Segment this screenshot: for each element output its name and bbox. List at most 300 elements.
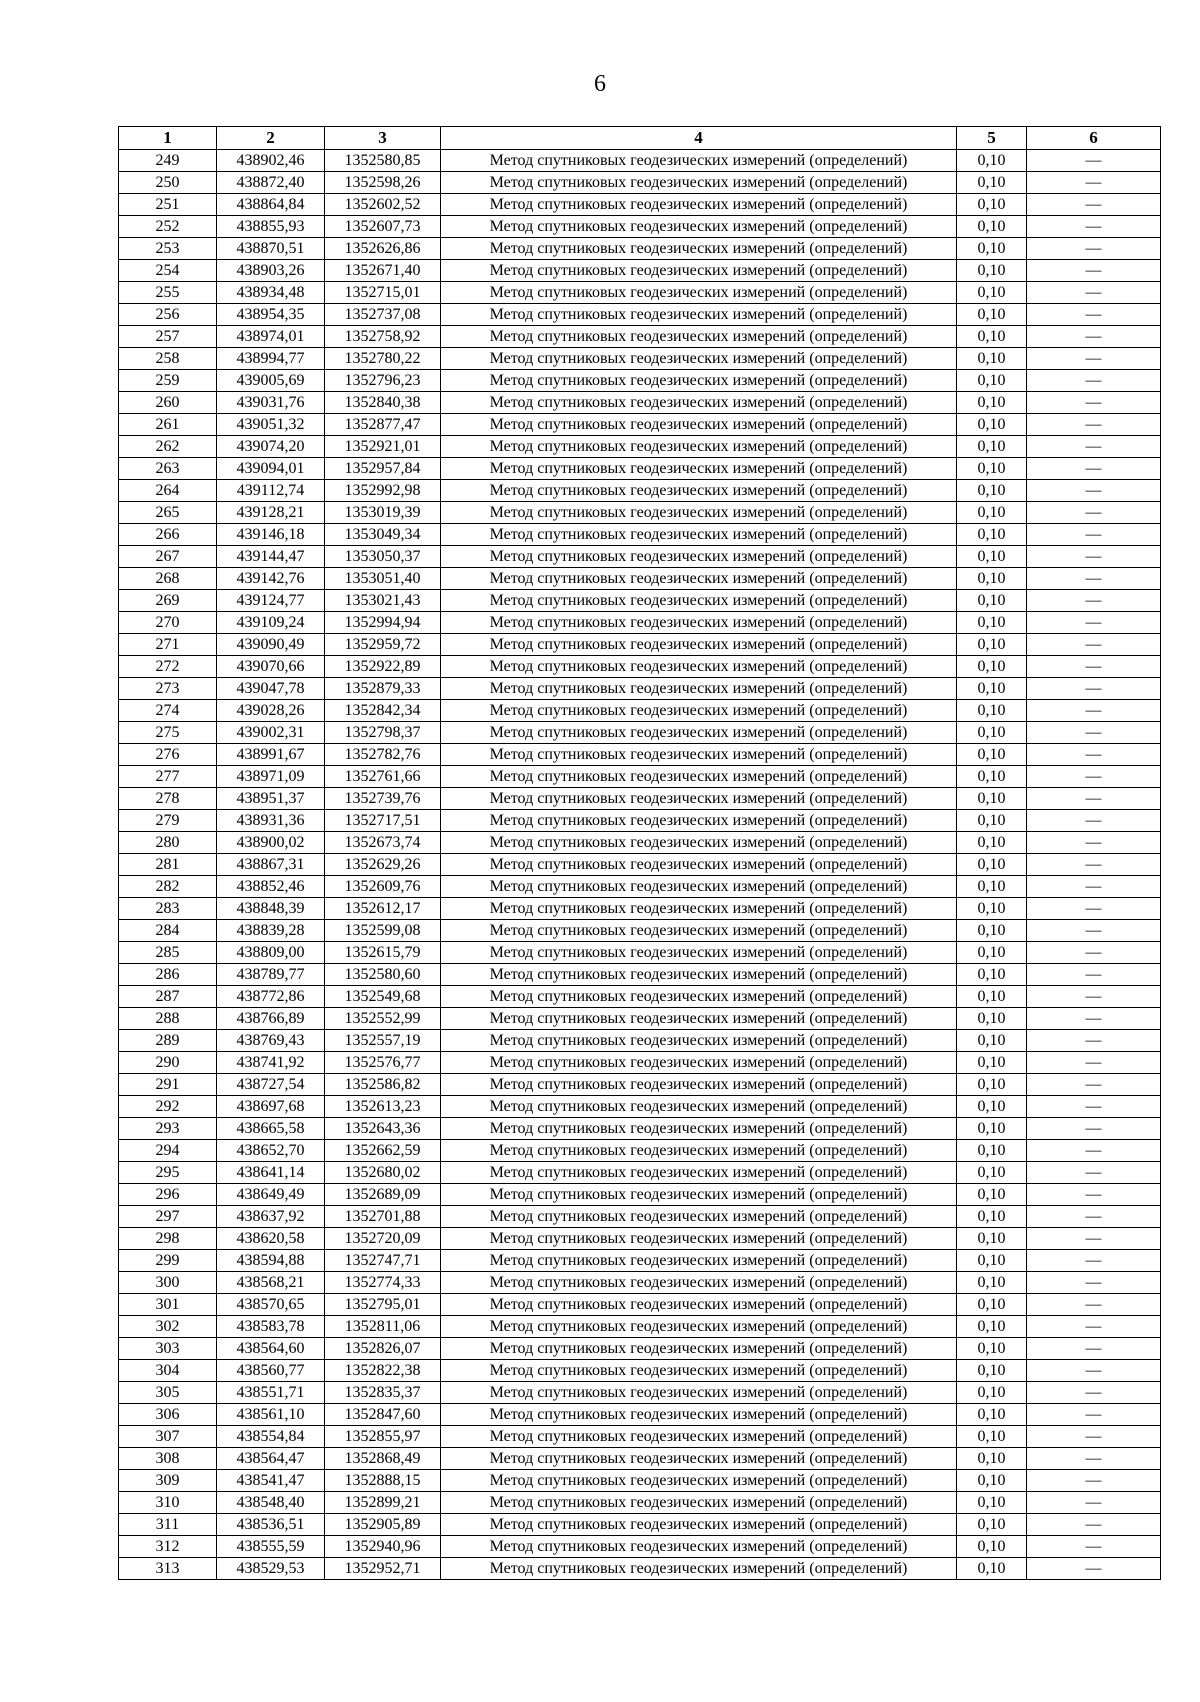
coord-y: 1352615,79 — [325, 942, 441, 964]
method: Метод спутниковых геодезических измерений (определений) — [441, 1558, 957, 1580]
coord-x: 438900,02 — [217, 832, 325, 854]
table-row — [119, 1052, 1161, 1074]
point-number: 255 — [119, 282, 217, 304]
coord-y: 1352835,37 — [325, 1382, 441, 1404]
method: Метод спутниковых геодезических измерений (определений) — [441, 1316, 957, 1338]
point-number: 303 — [119, 1338, 217, 1360]
description: — — [1027, 172, 1161, 194]
coord-x: 438564,47 — [217, 1448, 325, 1470]
table-row — [119, 722, 1161, 744]
precision: 0,10 — [957, 964, 1027, 986]
precision: 0,10 — [957, 722, 1027, 744]
description: — — [1027, 480, 1161, 502]
description: — — [1027, 436, 1161, 458]
coord-x: 438560,77 — [217, 1360, 325, 1382]
method: Метод спутниковых геодезических измерений (определений) — [441, 1470, 957, 1492]
coord-y: 1352959,72 — [325, 634, 441, 656]
method: Метод спутниковых геодезических измерений (определений) — [441, 1118, 957, 1140]
precision: 0,10 — [957, 260, 1027, 282]
table-row — [119, 436, 1161, 458]
coord-x: 438551,71 — [217, 1382, 325, 1404]
precision: 0,10 — [957, 282, 1027, 304]
precision: 0,10 — [957, 612, 1027, 634]
point-number: 306 — [119, 1404, 217, 1426]
precision: 0,10 — [957, 1426, 1027, 1448]
method: Метод спутниковых геодезических измерений (определений) — [441, 744, 957, 766]
method: Метод спутниковых геодезических измерений (определений) — [441, 1184, 957, 1206]
coord-y: 1352580,60 — [325, 964, 441, 986]
point-number: 288 — [119, 1008, 217, 1030]
coord-x: 438789,77 — [217, 964, 325, 986]
coord-y: 1352957,84 — [325, 458, 441, 480]
point-number: 283 — [119, 898, 217, 920]
description: — — [1027, 392, 1161, 414]
precision: 0,10 — [957, 1382, 1027, 1404]
method: Метод спутниковых геодезических измерений (определений) — [441, 678, 957, 700]
point-number: 262 — [119, 436, 217, 458]
table-row — [119, 216, 1161, 238]
table-row — [119, 612, 1161, 634]
coord-y: 1352609,76 — [325, 876, 441, 898]
precision: 0,10 — [957, 546, 1027, 568]
coord-x: 438991,67 — [217, 744, 325, 766]
description: — — [1027, 1074, 1161, 1096]
method: Метод спутниковых геодезических измерений (определений) — [441, 810, 957, 832]
table-row — [119, 1162, 1161, 1184]
point-number: 313 — [119, 1558, 217, 1580]
table-row — [119, 150, 1161, 172]
point-number: 290 — [119, 1052, 217, 1074]
precision: 0,10 — [957, 1448, 1027, 1470]
method: Метод спутниковых геодезических измерений (определений) — [441, 634, 957, 656]
table-row — [119, 744, 1161, 766]
point-number: 312 — [119, 1536, 217, 1558]
coord-x: 439144,47 — [217, 546, 325, 568]
coord-y: 1352879,33 — [325, 678, 441, 700]
coord-x: 438555,59 — [217, 1536, 325, 1558]
table-row — [119, 1074, 1161, 1096]
table-row — [119, 546, 1161, 568]
precision: 0,10 — [957, 1294, 1027, 1316]
coord-x: 438529,53 — [217, 1558, 325, 1580]
precision: 0,10 — [957, 348, 1027, 370]
point-number: 284 — [119, 920, 217, 942]
page-number: 6 — [594, 71, 606, 97]
coord-x: 438641,14 — [217, 1162, 325, 1184]
description: — — [1027, 1316, 1161, 1338]
method: Метод спутниковых геодезических измерений (определений) — [441, 1448, 957, 1470]
coord-y: 1352899,21 — [325, 1492, 441, 1514]
table-row — [119, 238, 1161, 260]
point-number: 278 — [119, 788, 217, 810]
point-number: 280 — [119, 832, 217, 854]
coord-y: 1352994,94 — [325, 612, 441, 634]
coord-x: 438727,54 — [217, 1074, 325, 1096]
table-row — [119, 1118, 1161, 1140]
coord-y: 1352557,19 — [325, 1030, 441, 1052]
coord-y: 1352662,59 — [325, 1140, 441, 1162]
method: Метод спутниковых геодезических измерений (определений) — [441, 1294, 957, 1316]
method: Метод спутниковых геодезических измерений (определений) — [441, 458, 957, 480]
coord-x: 438583,78 — [217, 1316, 325, 1338]
point-number: 294 — [119, 1140, 217, 1162]
point-number: 301 — [119, 1294, 217, 1316]
precision: 0,10 — [957, 1360, 1027, 1382]
point-number: 274 — [119, 700, 217, 722]
coord-x: 438697,68 — [217, 1096, 325, 1118]
coord-x: 439002,31 — [217, 722, 325, 744]
description: — — [1027, 1030, 1161, 1052]
coord-y: 1352747,71 — [325, 1250, 441, 1272]
description: — — [1027, 1008, 1161, 1030]
precision: 0,10 — [957, 238, 1027, 260]
description: — — [1027, 238, 1161, 260]
description: — — [1027, 1140, 1161, 1162]
table-row — [119, 1228, 1161, 1250]
description: — — [1027, 524, 1161, 546]
description: — — [1027, 590, 1161, 612]
description: — — [1027, 876, 1161, 898]
coord-y: 1352717,51 — [325, 810, 441, 832]
coord-y: 1352992,98 — [325, 480, 441, 502]
coord-x: 438620,58 — [217, 1228, 325, 1250]
table-row — [119, 656, 1161, 678]
coord-y: 1353051,40 — [325, 568, 441, 590]
point-number: 264 — [119, 480, 217, 502]
method: Метод спутниковых геодезических измерений (определений) — [441, 480, 957, 502]
method: Метод спутниковых геодезических измерений (определений) — [441, 1228, 957, 1250]
coord-y: 1352774,33 — [325, 1272, 441, 1294]
method: Метод спутниковых геодезических измерений (определений) — [441, 942, 957, 964]
description: — — [1027, 1118, 1161, 1140]
coord-x: 438855,93 — [217, 216, 325, 238]
table-row — [119, 348, 1161, 370]
method: Метод спутниковых геодезических измерений (определений) — [441, 1492, 957, 1514]
precision: 0,10 — [957, 1536, 1027, 1558]
table-row — [119, 1140, 1161, 1162]
point-number: 277 — [119, 766, 217, 788]
point-number: 259 — [119, 370, 217, 392]
coord-y: 1352811,06 — [325, 1316, 441, 1338]
coord-x: 438994,77 — [217, 348, 325, 370]
point-number: 305 — [119, 1382, 217, 1404]
point-number: 273 — [119, 678, 217, 700]
precision: 0,10 — [957, 832, 1027, 854]
coord-y: 1352671,40 — [325, 260, 441, 282]
table-row — [119, 1030, 1161, 1052]
description: — — [1027, 414, 1161, 436]
method: Метод спутниковых геодезических измерений (определений) — [441, 898, 957, 920]
description: — — [1027, 1206, 1161, 1228]
coord-y: 1353050,37 — [325, 546, 441, 568]
coord-x: 438570,65 — [217, 1294, 325, 1316]
point-number: 311 — [119, 1514, 217, 1536]
method: Метод спутниковых геодезических измерений (определений) — [441, 348, 957, 370]
method: Метод спутниковых геодезических измерений (определений) — [441, 832, 957, 854]
description: — — [1027, 1448, 1161, 1470]
table-row — [119, 898, 1161, 920]
coord-y: 1352629,26 — [325, 854, 441, 876]
description: — — [1027, 1426, 1161, 1448]
coord-x: 439028,26 — [217, 700, 325, 722]
description: — — [1027, 942, 1161, 964]
coord-y: 1352576,77 — [325, 1052, 441, 1074]
table-row — [119, 172, 1161, 194]
table-row — [119, 700, 1161, 722]
table-row — [119, 1184, 1161, 1206]
coord-x: 438772,86 — [217, 986, 325, 1008]
coord-x: 438864,84 — [217, 194, 325, 216]
method: Метод спутниковых геодезических измерений (определений) — [441, 238, 957, 260]
coord-y: 1352877,47 — [325, 414, 441, 436]
precision: 0,10 — [957, 678, 1027, 700]
coord-y: 1353021,43 — [325, 590, 441, 612]
point-number: 281 — [119, 854, 217, 876]
point-number: 275 — [119, 722, 217, 744]
point-number: 299 — [119, 1250, 217, 1272]
table-row — [119, 1536, 1161, 1558]
description: — — [1027, 766, 1161, 788]
coord-y: 1352782,76 — [325, 744, 441, 766]
description: — — [1027, 788, 1161, 810]
coord-x: 438852,46 — [217, 876, 325, 898]
description: — — [1027, 1272, 1161, 1294]
coord-y: 1352847,60 — [325, 1404, 441, 1426]
coord-x: 438637,92 — [217, 1206, 325, 1228]
method: Метод спутниковых геодезических измерений (определений) — [441, 1360, 957, 1382]
table-row — [119, 1294, 1161, 1316]
coord-x: 439112,74 — [217, 480, 325, 502]
method: Метод спутниковых геодезических измерений (определений) — [441, 216, 957, 238]
method: Метод спутниковых геодезических измерений (определений) — [441, 304, 957, 326]
coord-x: 438561,10 — [217, 1404, 325, 1426]
table-row — [119, 392, 1161, 414]
coord-y: 1352586,82 — [325, 1074, 441, 1096]
coord-x: 438536,51 — [217, 1514, 325, 1536]
coord-y: 1352921,01 — [325, 436, 441, 458]
precision: 0,10 — [957, 1030, 1027, 1052]
table-row — [119, 678, 1161, 700]
method: Метод спутниковых геодезических измерений (определений) — [441, 546, 957, 568]
precision: 0,10 — [957, 656, 1027, 678]
precision: 0,10 — [957, 370, 1027, 392]
coord-x: 439142,76 — [217, 568, 325, 590]
description: — — [1027, 1514, 1161, 1536]
point-number: 270 — [119, 612, 217, 634]
coord-y: 1352737,08 — [325, 304, 441, 326]
point-number: 307 — [119, 1426, 217, 1448]
precision: 0,10 — [957, 788, 1027, 810]
coord-x: 438548,40 — [217, 1492, 325, 1514]
coord-y: 1352888,15 — [325, 1470, 441, 1492]
method: Метод спутниковых геодезических измерений (определений) — [441, 326, 957, 348]
table-row — [119, 1316, 1161, 1338]
coord-x: 439124,77 — [217, 590, 325, 612]
precision: 0,10 — [957, 1096, 1027, 1118]
table-row — [119, 458, 1161, 480]
table-row — [119, 1338, 1161, 1360]
table-row — [119, 942, 1161, 964]
table-row — [119, 1360, 1161, 1382]
precision: 0,10 — [957, 458, 1027, 480]
precision: 0,10 — [957, 942, 1027, 964]
description: — — [1027, 304, 1161, 326]
header-col-2: 2 — [217, 127, 325, 150]
precision: 0,10 — [957, 524, 1027, 546]
method: Метод спутниковых геодезических измерений (определений) — [441, 1272, 957, 1294]
table-row — [119, 1492, 1161, 1514]
precision: 0,10 — [957, 1118, 1027, 1140]
point-number: 249 — [119, 150, 217, 172]
table-header — [119, 127, 1161, 150]
description: — — [1027, 1096, 1161, 1118]
coord-x: 438769,43 — [217, 1030, 325, 1052]
point-number: 279 — [119, 810, 217, 832]
precision: 0,10 — [957, 898, 1027, 920]
precision: 0,10 — [957, 744, 1027, 766]
coord-y: 1352626,86 — [325, 238, 441, 260]
precision: 0,10 — [957, 480, 1027, 502]
coord-x: 438867,31 — [217, 854, 325, 876]
coord-x: 438870,51 — [217, 238, 325, 260]
coord-y: 1352761,66 — [325, 766, 441, 788]
method: Метод спутниковых геодезических измерений (определений) — [441, 1140, 957, 1162]
method: Метод спутниковых геодезических измерений (определений) — [441, 524, 957, 546]
description: — — [1027, 260, 1161, 282]
method: Метод спутниковых геодезических измерений (определений) — [441, 370, 957, 392]
point-number: 295 — [119, 1162, 217, 1184]
table-row — [119, 876, 1161, 898]
precision: 0,10 — [957, 436, 1027, 458]
table-row — [119, 282, 1161, 304]
precision: 0,10 — [957, 1316, 1027, 1338]
description: — — [1027, 326, 1161, 348]
precision: 0,10 — [957, 414, 1027, 436]
table-row — [119, 1426, 1161, 1448]
precision: 0,10 — [957, 304, 1027, 326]
method: Метод спутниковых геодезических измерений (определений) — [441, 920, 957, 942]
table-row — [119, 634, 1161, 656]
coord-y: 1352842,34 — [325, 700, 441, 722]
coord-x: 439128,21 — [217, 502, 325, 524]
coord-x: 439094,01 — [217, 458, 325, 480]
header-col-3: 3 — [325, 127, 441, 150]
description: — — [1027, 1228, 1161, 1250]
description: — — [1027, 810, 1161, 832]
description: — — [1027, 458, 1161, 480]
table-row — [119, 1404, 1161, 1426]
method: Метод спутниковых геодезических измерений (определений) — [441, 568, 957, 590]
description: — — [1027, 898, 1161, 920]
coord-x: 438665,58 — [217, 1118, 325, 1140]
point-number: 267 — [119, 546, 217, 568]
table-body — [119, 150, 1161, 1580]
coord-y: 1353049,34 — [325, 524, 441, 546]
coord-y: 1352739,76 — [325, 788, 441, 810]
precision: 0,10 — [957, 568, 1027, 590]
point-number: 261 — [119, 414, 217, 436]
point-number: 310 — [119, 1492, 217, 1514]
coord-y: 1353019,39 — [325, 502, 441, 524]
coord-y: 1352680,02 — [325, 1162, 441, 1184]
method: Метод спутниковых геодезических измерений (определений) — [441, 1426, 957, 1448]
table-row — [119, 1206, 1161, 1228]
method: Метод спутниковых геодезических измерений (определений) — [441, 1250, 957, 1272]
coord-x: 438974,01 — [217, 326, 325, 348]
description: — — [1027, 612, 1161, 634]
method: Метод спутниковых геодезических измерений (определений) — [441, 436, 957, 458]
table-row — [119, 986, 1161, 1008]
coord-y: 1352689,09 — [325, 1184, 441, 1206]
coord-y: 1352758,92 — [325, 326, 441, 348]
description: — — [1027, 502, 1161, 524]
table-row — [119, 1448, 1161, 1470]
description: — — [1027, 1536, 1161, 1558]
precision: 0,10 — [957, 876, 1027, 898]
precision: 0,10 — [957, 766, 1027, 788]
description: — — [1027, 656, 1161, 678]
precision: 0,10 — [957, 1008, 1027, 1030]
method: Метод спутниковых геодезических измерений (определений) — [441, 876, 957, 898]
point-number: 289 — [119, 1030, 217, 1052]
precision: 0,10 — [957, 1558, 1027, 1580]
precision: 0,10 — [957, 1514, 1027, 1536]
table-row — [119, 1470, 1161, 1492]
coord-y: 1352599,08 — [325, 920, 441, 942]
description: — — [1027, 1470, 1161, 1492]
description: — — [1027, 832, 1161, 854]
method: Метод спутниковых геодезических измерений (определений) — [441, 260, 957, 282]
method: Метод спутниковых геодезических измерений (определений) — [441, 1536, 957, 1558]
description: — — [1027, 1404, 1161, 1426]
coord-y: 1352602,52 — [325, 194, 441, 216]
header-col-6: 6 — [1027, 127, 1161, 150]
method: Метод спутниковых геодезических измерений (определений) — [441, 1162, 957, 1184]
coord-x: 439031,76 — [217, 392, 325, 414]
description: — — [1027, 1294, 1161, 1316]
precision: 0,10 — [957, 590, 1027, 612]
point-number: 256 — [119, 304, 217, 326]
precision: 0,10 — [957, 1492, 1027, 1514]
coord-y: 1352798,37 — [325, 722, 441, 744]
coord-y: 1352613,23 — [325, 1096, 441, 1118]
point-number: 250 — [119, 172, 217, 194]
coord-x: 439109,24 — [217, 612, 325, 634]
description: — — [1027, 370, 1161, 392]
method: Метод спутниковых геодезических измерений (определений) — [441, 194, 957, 216]
table-row — [119, 502, 1161, 524]
point-number: 282 — [119, 876, 217, 898]
point-number: 292 — [119, 1096, 217, 1118]
coord-y: 1352796,23 — [325, 370, 441, 392]
table-row — [119, 1250, 1161, 1272]
precision: 0,10 — [957, 1228, 1027, 1250]
table-row — [119, 370, 1161, 392]
coord-y: 1352673,74 — [325, 832, 441, 854]
point-number: 291 — [119, 1074, 217, 1096]
point-number: 296 — [119, 1184, 217, 1206]
point-number: 287 — [119, 986, 217, 1008]
method: Метод спутниковых геодезических измерений (определений) — [441, 766, 957, 788]
point-number: 254 — [119, 260, 217, 282]
method: Метод спутниковых геодезических измерений (определений) — [441, 986, 957, 1008]
table-row — [119, 832, 1161, 854]
description: — — [1027, 568, 1161, 590]
point-number: 302 — [119, 1316, 217, 1338]
precision: 0,10 — [957, 326, 1027, 348]
coord-x: 438903,26 — [217, 260, 325, 282]
table-row — [119, 326, 1161, 348]
